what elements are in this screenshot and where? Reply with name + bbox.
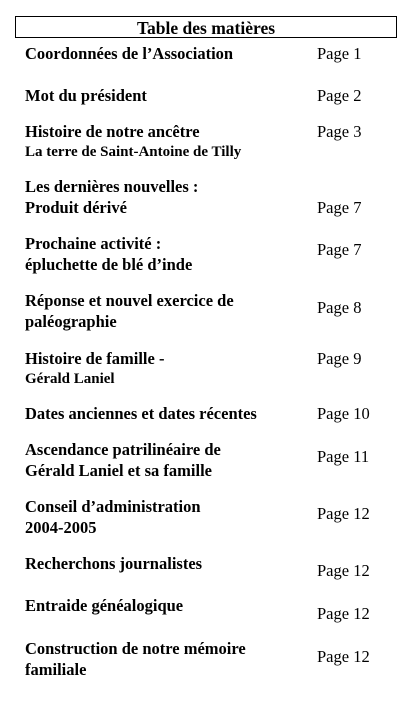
toc-entry-line1: Recherchons journalistes: [25, 554, 203, 573]
toc-entry-line1: Histoire de notre ancêtre: [25, 122, 200, 141]
toc-entry-page: Page 12: [317, 604, 370, 623]
toc-entry-page: Page 12: [317, 561, 370, 580]
toc-entry-line1: Prochaine activité :: [25, 234, 162, 253]
toc-entry-title: [25, 121, 305, 163]
toc-entry-title: [25, 496, 305, 538]
toc-entry-line1: Conseil d’administration: [25, 497, 201, 516]
toc-entry-page: Page 12: [317, 647, 370, 666]
toc-entry-title: [25, 176, 305, 218]
toc-entry-page: Page 1: [317, 44, 362, 63]
toc-entry-line2: familiale: [25, 660, 87, 679]
toc-entry-title: [25, 638, 305, 680]
toc-entry-title: [25, 85, 305, 106]
toc-entry-line1: Dates anciennes et dates récentes: [25, 404, 257, 423]
toc-title: Table des matières: [15, 16, 397, 38]
toc-entry-title: [25, 43, 305, 64]
toc-entry-page: Page 7: [317, 198, 362, 217]
toc-entry-title: [25, 403, 305, 424]
toc-entry-title: [25, 439, 305, 481]
toc-entry-line1: Histoire de famille -: [25, 349, 165, 368]
toc-entry-line2: paléographie: [25, 312, 117, 331]
toc-entry-page: Page 2: [317, 86, 362, 105]
toc-entry-line2: Produit dérivé: [25, 198, 127, 217]
toc-entry-page: Page 10: [317, 404, 370, 423]
toc-entry-line2: épluchette de blé d’inde: [25, 255, 193, 274]
toc-entry-line2: 2004-2005: [25, 518, 97, 537]
toc-entry-line1: Entraide généalogique: [25, 596, 184, 615]
toc-entry-line1: Les dernières nouvelles :: [25, 177, 199, 196]
toc-entry-page: Page 12: [317, 504, 370, 523]
toc-entry-line1: Réponse et nouvel exercice de: [25, 291, 234, 310]
toc-entry-title: [25, 233, 305, 275]
toc-entry-title: [25, 290, 305, 332]
toc-entry-page: Page 8: [317, 298, 362, 317]
toc-entry-line2: Gérald Laniel et sa famille: [25, 461, 212, 480]
toc-entry-title: [25, 553, 305, 574]
toc-entry-line2: Gérald Laniel: [25, 371, 115, 387]
toc-entry-title: [25, 348, 305, 390]
toc-entry-page: Page 11: [317, 447, 370, 466]
toc-entry-page: Page 7: [317, 240, 362, 259]
toc-entry-line1: Construction de notre mémoire: [25, 639, 246, 658]
toc-entry-line1: Mot du président: [25, 86, 147, 105]
toc-entry-page: Page 3: [317, 122, 362, 141]
toc-entry-title: [25, 595, 305, 616]
toc-entry-line1: Coordonnées de l’Association: [25, 44, 234, 63]
toc-entry-line1: Ascendance patrilinéaire de: [25, 440, 221, 459]
toc-entry-page: Page 9: [317, 349, 362, 368]
toc-entry-line2: La terre de Saint-Antoine de Tilly: [25, 144, 242, 160]
